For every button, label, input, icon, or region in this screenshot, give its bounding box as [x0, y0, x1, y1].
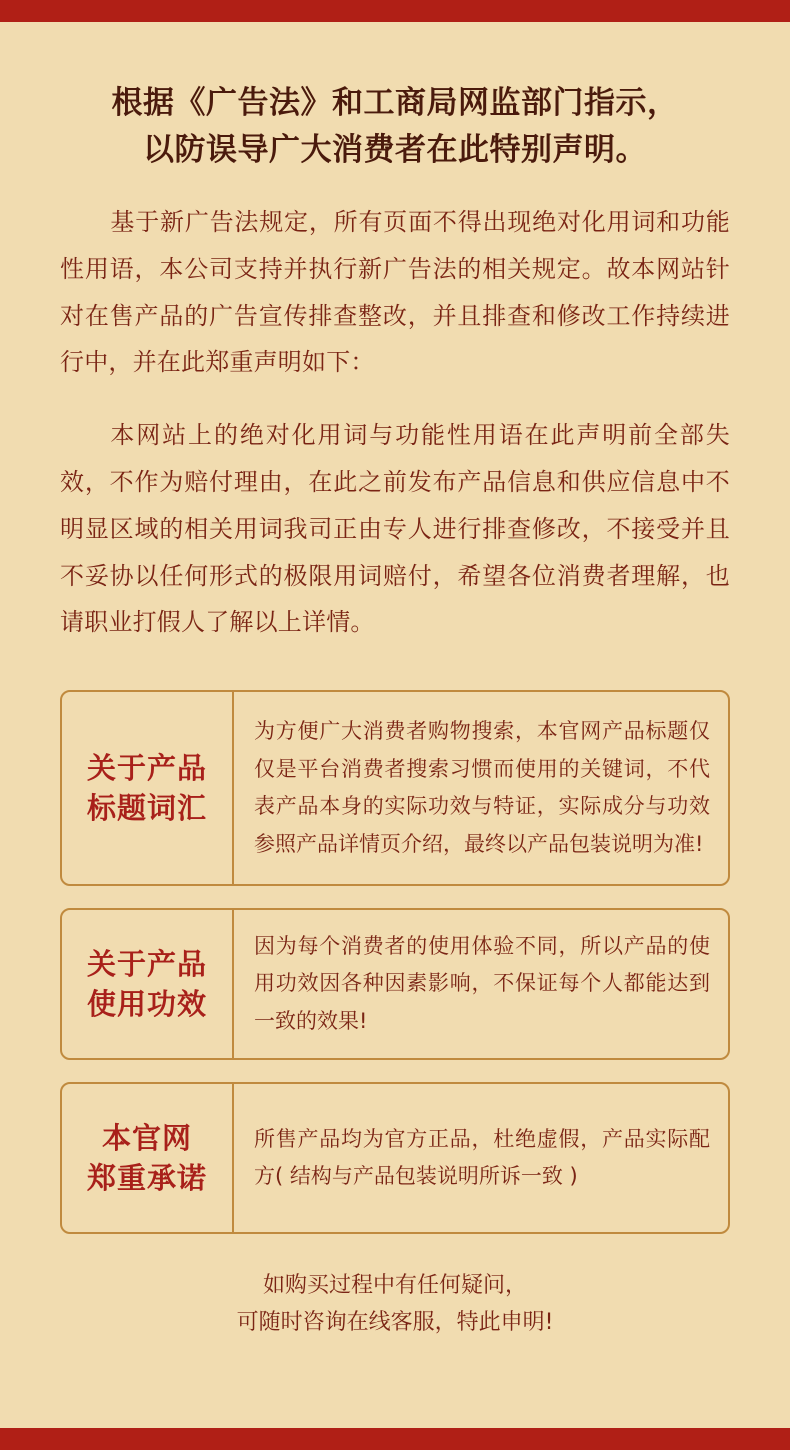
card-label-line-2: 使用功效	[86, 987, 207, 1022]
card-label	[62, 692, 234, 884]
card-text: 所售产品均为官方正品，杜绝虚假，产品实际配方( 结构与产品包装说明所诉一致 )	[254, 1126, 710, 1189]
footer-line-1: 如购买过程中有任何疑问，	[262, 1273, 527, 1299]
card-label-line-1: 本官网	[101, 1121, 192, 1156]
card-product-efficacy	[60, 908, 730, 1060]
card-text: 为方便广大消费者购物搜索，本官网产品标题仅仅是平台消费者搜索习惯而使用的关键词，不代表产品本身的实际功效与特证，实际成分与功效参照产品详情页介绍，最终以产品包装说明为准!	[254, 719, 710, 856]
statement-panel	[0, 22, 790, 1428]
card-label-line-2: 标题词汇	[86, 791, 207, 826]
card-label-line-1: 关于产品	[86, 947, 207, 982]
statement-body	[60, 199, 730, 646]
statement-paragraph-2: 本网站上的绝对化用词与功能性用语在此声明前全部失效，不作为赔付理由，在此之前发布产品信息和供应信息中不明显区域的相关用词我司正由专人进行排查修改，不接受并且不妥协以任何形式的极限用词赔付，希望各位消费者理解，也请职业打假人了解以上详情。	[60, 421, 730, 637]
card-official-promise	[60, 1082, 730, 1234]
statement-paragraph-1: 基于新广告法规定，所有页面不得出现绝对化用词和功能性用语，本公司支持并执行新广告法的相关规定。故本网站针对在售产品的广告宣传排查整改，并且排查和修改工作持续进行中，并在此郑重声明如下：	[60, 208, 730, 377]
top-red-bar	[0, 0, 790, 22]
card-text: 因为每个消费者的使用体验不同，所以产品的使用功效因各种因素影响，不保证每个人都能达到一致的效果!	[254, 934, 710, 1033]
card-label	[62, 910, 234, 1058]
card-label-line-1: 关于产品	[86, 751, 207, 786]
page-title-line-1: 根据《广告法》和工商局网监部门指示，	[111, 85, 679, 121]
page-title	[60, 80, 730, 173]
card-product-title-terms	[60, 690, 730, 886]
footer-note	[60, 1268, 730, 1342]
page-title-line-2: 以防误导广大消费者在此特别声明。	[143, 131, 647, 168]
bottom-red-bar	[0, 1428, 790, 1450]
footer-line-2: 可随时咨询在线客服，特此申明!	[236, 1310, 554, 1336]
card-label-line-2: 郑重承诺	[86, 1161, 207, 1196]
card-label	[62, 1084, 234, 1232]
statement-cards	[60, 690, 730, 1234]
